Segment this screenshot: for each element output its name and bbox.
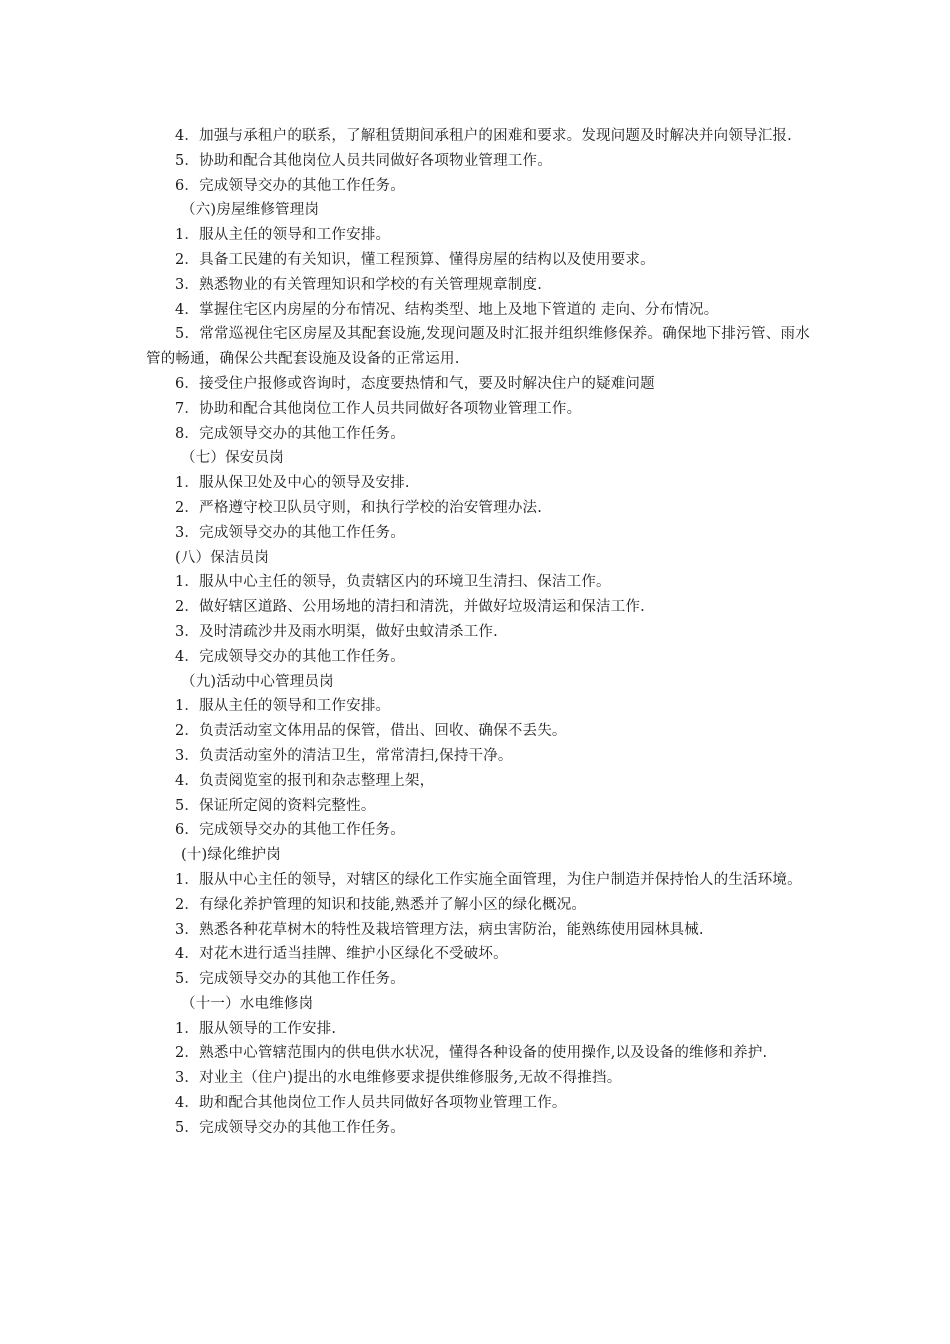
paragraph: 2．做好辖区道路、公用场地的清扫和清洗，并做好垃圾清运和保洁工作. bbox=[175, 599, 645, 616]
paragraph: 4．对花木进行适当挂牌、维护小区绿化不受破坏。 bbox=[175, 946, 508, 963]
paragraph: 2．具备工民建的有关知识，懂工程预算、懂得房屋的结构以及使用要求。 bbox=[175, 251, 655, 268]
paragraph: 4．掌握住宅区内房屋的分布情况、结构类型、地上及地下管道的 走向、分布情况。 bbox=[175, 301, 719, 318]
section-heading: （六)房屋维修管理岗 bbox=[181, 202, 320, 219]
paragraph: 6．接受住户报修或咨询时，态度要热情和气，要及时解决住户的疑难问题 bbox=[175, 375, 655, 392]
paragraph: 3．对业主（住户)提出的水电维修要求提供维修服务,无故不得推挡。 bbox=[175, 1070, 622, 1087]
paragraph: 1．服从中心主任的领导，负责辖区内的环境卫生清扫、保洁工作。 bbox=[175, 574, 611, 591]
paragraph: 4．负责阅览室的报刊和杂志整理上架， bbox=[175, 772, 435, 789]
paragraph: 2．有绿化养护管理的知识和技能,熟悉并了解小区的绿化概况。 bbox=[175, 896, 587, 913]
paragraph: 1．服从中心主任的领导，对辖区的绿化工作实施全面管理，为住户制造并保持怡人的生活环境。 bbox=[175, 871, 802, 888]
paragraph: 7．协助和配合其他岗位工作人员共同做好各项物业管理工作。 bbox=[175, 400, 582, 417]
paragraph: 6．完成领导交办的其他工作任务。 bbox=[175, 822, 405, 839]
paragraph: 5．完成领导交办的其他工作任务。 bbox=[175, 971, 405, 988]
paragraph: 4．完成领导交办的其他工作任务。 bbox=[175, 648, 405, 665]
paragraph: (八）保洁员岗 bbox=[175, 549, 270, 566]
section-heading: （十一）水电维修岗 bbox=[181, 995, 314, 1012]
paragraph: 3．完成领导交办的其他工作任务。 bbox=[175, 524, 405, 541]
paragraph: 1．服从主任的领导和工作安排。 bbox=[175, 227, 391, 244]
paragraph: 2．熟悉中心管辖范围内的供电供水状况，懂得各种设备的使用操作,以及设备的维修和养护. bbox=[175, 1045, 768, 1062]
section-heading: (十)绿化维护岗 bbox=[181, 847, 281, 864]
paragraph: 2．严格遵守校卫队员守则，和执行学校的治安管理办法. bbox=[175, 499, 543, 516]
paragraph: 4．加强与承租户的联系，了解租赁期间承租户的困难和要求。发现问题及时解决并向领导汇报. bbox=[175, 128, 792, 144]
paragraph: 1．服从保卫处及中心的领导及安排. bbox=[175, 475, 410, 492]
paragraph: 5．保证所定阅的资料完整性。 bbox=[175, 797, 376, 814]
paragraph: 8．完成领导交办的其他工作任务。 bbox=[175, 425, 405, 442]
paragraph: 3．熟悉各种花草树木的特性及栽培管理方法，病虫害防治，能熟练使用园林具械. bbox=[175, 921, 704, 938]
section-heading: （七）保安员岗 bbox=[181, 450, 284, 467]
paragraph: 5．完成领导交办的其他工作任务。 bbox=[175, 1119, 405, 1136]
paragraph: 2．负责活动室文体用品的保管，借出、回收、确保不丢失。 bbox=[175, 723, 567, 740]
paragraph: 3．负责活动室外的清洁卫生，常常清扫,保持干净。 bbox=[175, 747, 513, 764]
paragraph: 1．服从领导的工作安排. bbox=[175, 1020, 337, 1037]
document-body bbox=[146, 124, 810, 1141]
paragraph: 1．服从主任的领导和工作安排。 bbox=[175, 698, 391, 715]
paragraph: 3．熟悉物业的有关管理知识和学校的有关管理规章制度. bbox=[175, 276, 543, 293]
section-heading: （九)活动中心管理员岗 bbox=[181, 673, 334, 690]
paragraph: 6．完成领导交办的其他工作任务。 bbox=[175, 177, 405, 194]
paragraph: 3．及时清疏沙井及雨水明渠，做好虫蚊清杀工作. bbox=[175, 623, 498, 640]
paragraph: 4．助和配合其他岗位工作人员共同做好各项物业管理工作。 bbox=[175, 1095, 567, 1112]
paragraph: 5．常常巡视住宅区房屋及其配套设施,发现问题及时汇报并组织维修保养。确保地下排污管、雨水管的畅通，确保公共配套设施及设备的正常运用. bbox=[146, 326, 810, 368]
paragraph: 5．协助和配合其他岗位人员共同做好各项物业管理工作。 bbox=[175, 152, 552, 169]
